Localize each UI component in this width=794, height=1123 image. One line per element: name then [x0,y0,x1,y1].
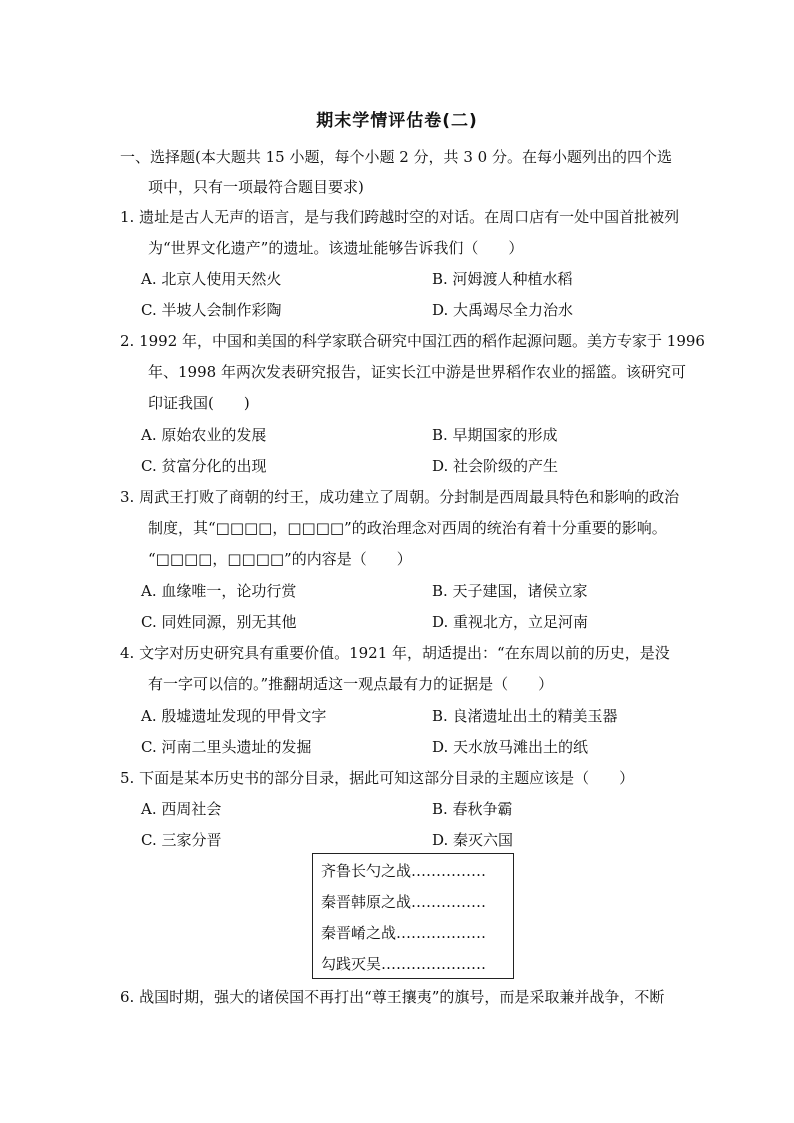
option-a: A. 殷墟遗址发现的甲骨文字 [141,707,327,725]
option-d: D. 社会阶级的产生 [432,457,559,475]
toc-entry: 齐鲁长勺之战…………… [321,862,487,880]
question-text: 制度，其“□□□□，□□□□”的政治理念对西周的统治有着十分重要的影响。 [148,519,667,537]
question-text: 有一字可以信的。”推翻胡适这一观点最有力的证据是（ ） [148,675,554,693]
option-d: D. 秦灭六国 [432,831,514,849]
option-b: B. 良渚遗址出土的精美玉器 [432,707,618,725]
option-b: B. 早期国家的形成 [432,426,558,444]
option-b: B. 天子建国，诸侯立家 [432,582,588,600]
toc-entry: 秦晋崤之战……………… [321,924,487,942]
option-a: A. 原始农业的发展 [141,426,267,444]
option-a: A. 西周社会 [141,800,222,818]
option-c: C. 同姓同源，别无其他 [141,613,297,631]
option-b: B. 春秋争霸 [432,800,513,818]
toc-entry: 秦晋韩原之战…………… [321,893,487,911]
question-text: 6. 战国时期，强大的诸侯国不再打出“尊王攘夷”的旗号，而是采取兼并战争，不断 [120,988,665,1006]
question-text: 2. 1992 年，中国和美国的科学家联合研究中国江西的稻作起源问题。美方专家于 1996 [120,332,705,350]
option-d: D. 天水放马滩出土的纸 [432,738,589,756]
option-b: B. 河姆渡人种植水稻 [432,270,573,288]
option-c: C. 半坡人会制作彩陶 [141,301,282,319]
question-text: 印证我国( ) [148,394,250,412]
option-a: A. 血缘唯一，论功行赏 [141,582,297,600]
page-title: 期末学情评估卷(二) [316,111,478,131]
question-text: 5. 下面是某本历史书的部分目录，据此可知这部分目录的主题应该是（ ） [120,769,635,787]
option-c: C. 三家分晋 [141,831,222,849]
table-of-contents-box [312,853,514,979]
question-text: 年、1998 年两次发表研究报告，证实长江中游是世界稻作农业的摇篮。该研究可 [148,363,686,381]
option-a: A. 北京人使用天然火 [141,270,282,288]
question-text: 3. 周武王打败了商朝的纣王，成功建立了周朝。分封制是西周最具特色和影响的政治 [120,488,680,506]
question-text: 为“世界文化遗产”的遗址。该遗址能够告诉我们（ ） [148,239,524,257]
section-header-line-1: 一、选择题(本大题共 15 小题，每个小题 2 分，共 3 0 分。在每小题列出的四个选 [120,148,672,166]
section-header-line-2: 项中，只有一项最符合题目要求) [148,178,364,196]
toc-entry: 勾践灭吴………………… [321,955,487,973]
question-text: 4. 文字对历史研究具有重要价值。1921 年，胡适提出：“在东周以前的历史，是没 [120,644,670,662]
option-c: C. 贫富分化的出现 [141,457,267,475]
question-text: 1. 遗址是古人无声的语言，是与我们跨越时空的对话。在周口店有一处中国首批被列 [120,208,680,226]
question-text: “□□□□，□□□□”的内容是（ ） [148,550,412,568]
option-c: C. 河南二里头遗址的发掘 [141,738,312,756]
option-d: D. 大禹竭尽全力治水 [432,301,574,319]
option-d: D. 重视北方，立足河南 [432,613,589,631]
